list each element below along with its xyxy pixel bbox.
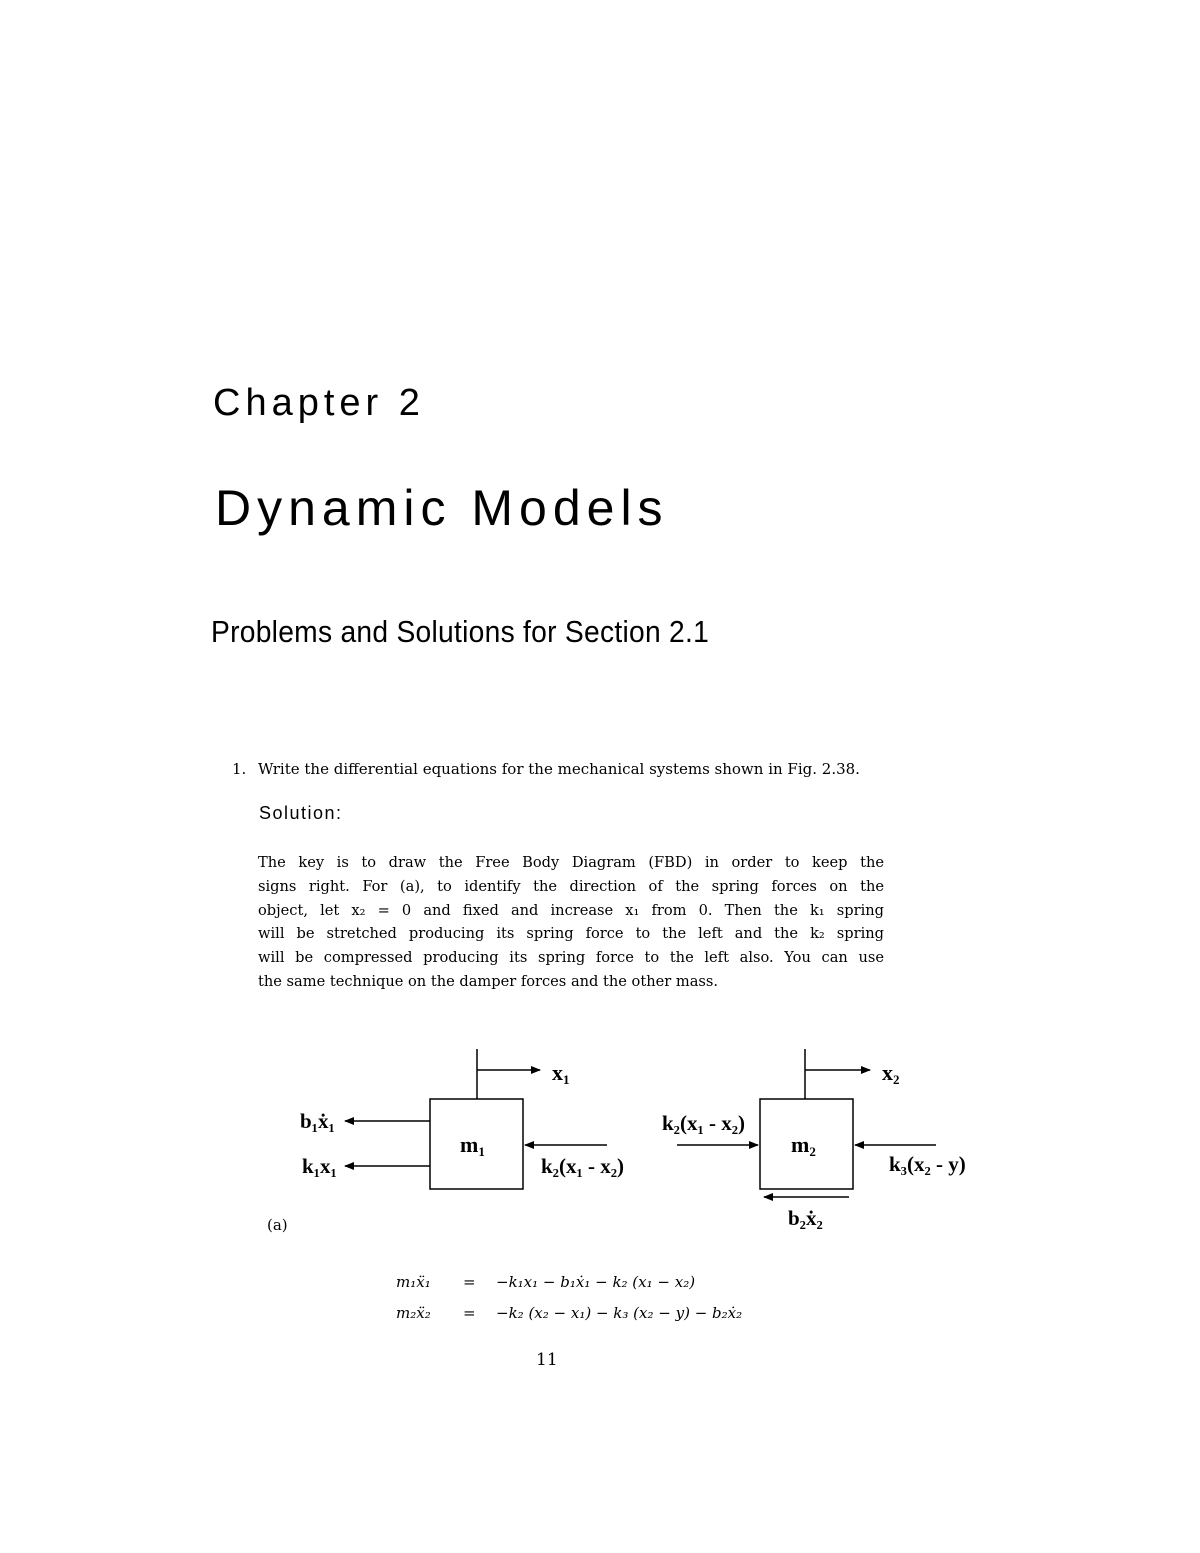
equation-1-operator: = xyxy=(463,1273,476,1291)
chapter-title: Dynamic Models xyxy=(215,480,669,536)
solution-line: the same technique on the damper forces and the other mass. xyxy=(258,972,719,990)
b2x2-label: b₂ẋ₂ xyxy=(788,1206,823,1230)
solution-line: will be stretched producing its spring force to the left and the k₂ spring xyxy=(258,925,884,943)
b1x1-label: b₁ẋ₁ xyxy=(300,1109,335,1133)
mass-1-label: m1 xyxy=(460,1132,485,1159)
solution-line: will be compressed producing its spring force to the left also. You can use xyxy=(258,949,884,967)
problem-number: 1. xyxy=(232,760,247,778)
figure-part-label: (a) xyxy=(267,1216,288,1234)
solution-line: signs right. For (a), to identify the direction of the spring forces on the xyxy=(258,877,884,895)
problem-statement: Write the differential equations for the mechanical systems shown in Fig. 2.38. xyxy=(258,760,860,778)
k2-mass2-label: k₂(x₁ - x₂) xyxy=(662,1111,746,1135)
page-number: 11 xyxy=(536,1350,558,1370)
x1-label: x1 xyxy=(552,1060,570,1087)
equation-1-rhs: −k₁x₁ − b₁ẋ₁ − k₂ (x₁ − x₂) xyxy=(496,1273,696,1291)
section-title: Problems and Solutions for Section 2.1 xyxy=(211,614,710,649)
k2-mass1-label: k₂(x₁ - x₂) xyxy=(541,1154,625,1178)
solution-line: object, let x₂ = 0 and fixed and increase x₁ from 0. Then the k₁ spring xyxy=(258,901,884,919)
mass-2-label: m2 xyxy=(791,1132,816,1159)
equation-1-lhs: m₁ẍ₁ xyxy=(396,1273,431,1291)
k1x1-label: k₁x₁ xyxy=(302,1154,337,1178)
chapter-label: Chapter 2 xyxy=(213,382,425,424)
solution-line: The key is to draw the Free Body Diagram (FBD) in order to keep the xyxy=(258,854,884,871)
k3-label: k₃(x₂ - y) xyxy=(889,1152,966,1176)
equation-2-operator: = xyxy=(463,1304,476,1322)
equation-2-lhs: m₂ẍ₂ xyxy=(396,1304,431,1322)
solution-label: Solution: xyxy=(259,803,343,823)
equation-2-rhs: −k₂ (x₂ − x₁) − k₃ (x₂ − y) − b₂ẋ₂ xyxy=(496,1304,743,1322)
x2-label: x2 xyxy=(882,1060,900,1087)
